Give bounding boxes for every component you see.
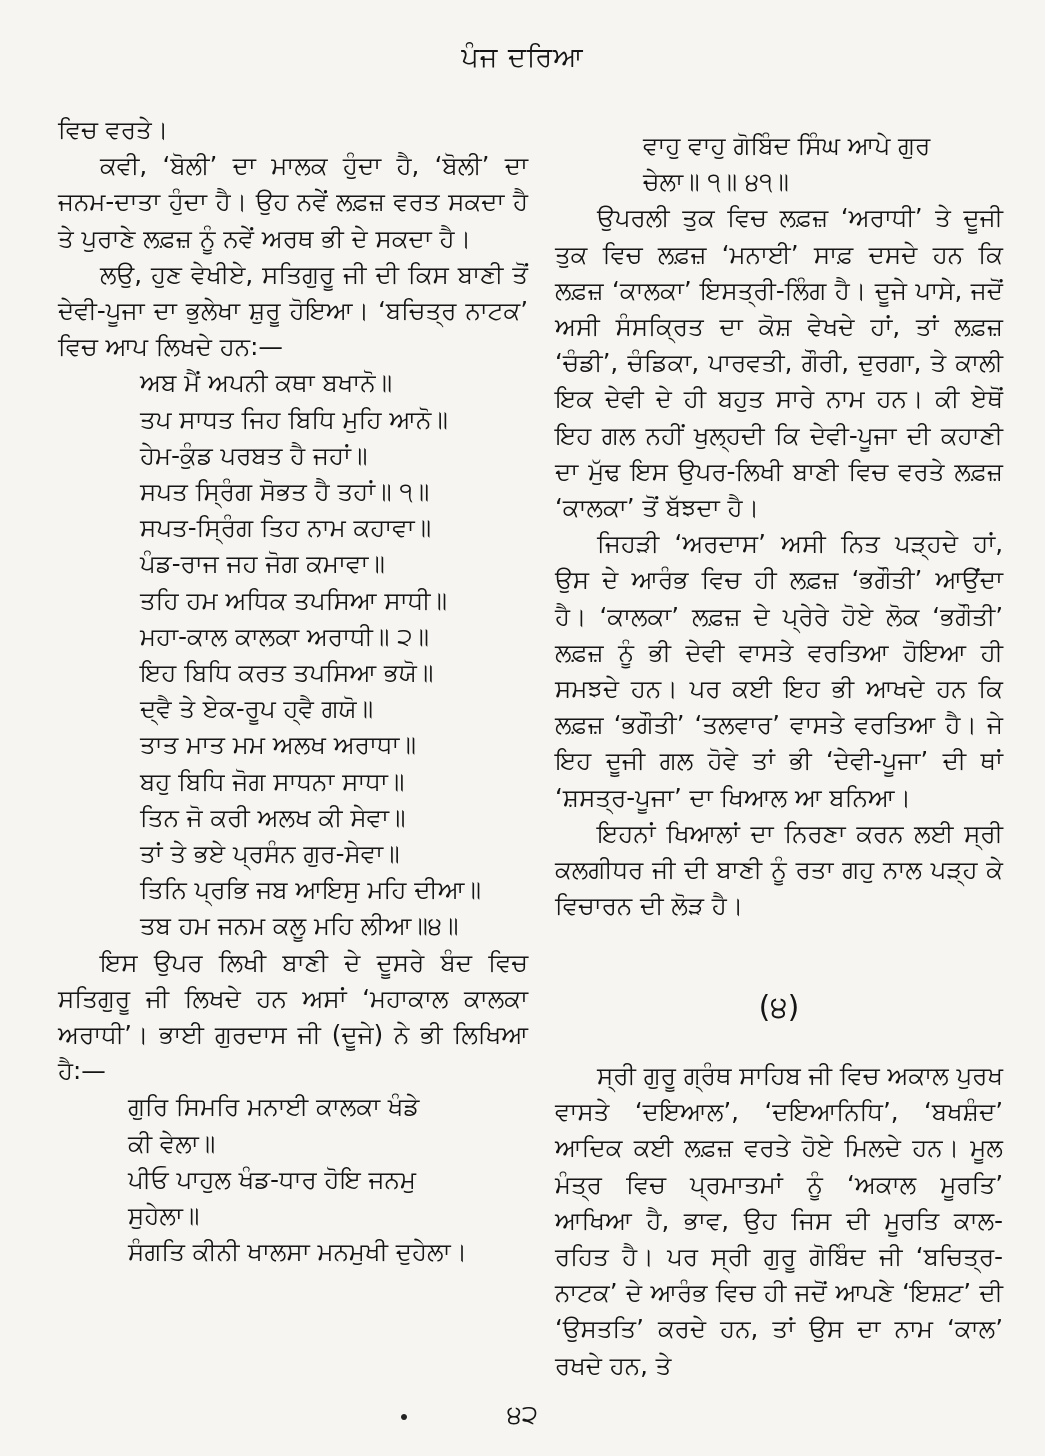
verse-line: ਵਾਹੁ ਵਾਹੁ ਗੋਬਿੰਦ ਸਿੰਘ ਆਪੇ ਗੁਰ [643, 131, 931, 160]
verse-line: ਤਿਨ ਜੋ ਕਰੀ ਅਲਖ ਕੀ ਸੇਵਾ॥ [140, 802, 406, 832]
verse-line: ਬਹੁ ਬਿਧਿ ਜੋਗ ਸਾਧਨਾ ਸਾਧਾ॥ [140, 766, 405, 796]
verse-line: ਚੇਲਾ॥ ੧॥ ੪੧॥ [643, 167, 789, 197]
verse-line: ਤਿਨਿ ਪ੍ਰਭਿ ਜਬ ਆਇਸੁ ਮਹਿ ਦੀਆ॥ [140, 875, 481, 905]
verse-line: ਤਬ ਹਮ ਜਨਮ ਕਲੂ ਮਹਿ ਲੀਆ॥੪॥ [140, 911, 459, 941]
paragraph: ਇਹਨਾਂ ਖਿਆਲਾਂ ਦਾ ਨਿਰਣਾ ਕਰਨ ਲਈ ਸ੍ਰੀ ਕਲਗੀਧਰ ਜੀ ਦੀ ਬਾਣੀ ਨੂੰ ਰਤਾ ਗਹੁ ਨਾਲ ਪੜ੍ਹ ਕੇ ਵਿਚਾਰਨ ਦੀ ਲੋੜ ਹੈ। [555, 818, 1003, 921]
running-header: ਪੰਜ ਦਰਿਆ [461, 42, 584, 73]
verse-line: ਗੁਰਿ ਸਿਮਰਿ ਮਨਾਈ ਕਾਲਕਾ ਖੰਡੇ [128, 1092, 420, 1122]
verse-line: ਮਹਾ-ਕਾਲ ਕਾਲਕਾ ਅਰਾਧੀ॥ ੨॥ [140, 621, 429, 651]
verse-block [58, 365, 528, 944]
left-column [58, 112, 528, 1271]
right-column-bottom [555, 1058, 1003, 1384]
verse-line: ਸਪਤ-ਸ੍ਰਿੰਗ ਤਿਹ ਨਾਮ ਕਹਾਵਾ॥ [140, 513, 432, 543]
verse-line: ਸੁਹੇਲਾ॥ [128, 1201, 200, 1231]
paragraph: ਲਉ, ਹੁਣ ਵੇਖੀਏ, ਸਤਿਗੁਰੂ ਜੀ ਦੀ ਕਿਸ ਬਾਣੀ ਤੋਂ ਦੇਵੀ-ਪੂਜਾ ਦਾ ਭੁਲੇਖਾ ਸ਼ੁਰੂ ਹੋਇਆ। ‘ਬਚਿਤ੍ਰ ਨਾਟਕ’ ਵਿਚ ਆਪ ਲਿਖਦੇ ਹਨ:— [58, 259, 528, 362]
verse-line: ਹੇਮ-ਕੁੰਡ ਪਰਬਤ ਹੈ ਜਹਾਂ॥ [140, 440, 368, 470]
paragraph: ਸ੍ਰੀ ਗੁਰੂ ਗ੍ਰੰਥ ਸਾਹਿਬ ਜੀ ਵਿਚ ਅਕਾਲ ਪੁਰਖ ਵਾਸਤੇ ‘ਦਇਆਲ’, ‘ਦਇਆਨਿਧਿ’, ‘ਬਖਸ਼ੰਦ’ ਆਦਿਕ ਕਈ ਲਫ਼ਜ਼ ਵਰਤੇ ਹੋਏ ਮਿਲਦੇ ਹਨ। ਮੂਲ ਮੰਤ੍ਰ ਵਿਚ ਪ੍ਰਮਾਤਮਾਂ ਨੂੰ ‘ਅਕਾਲ ਮੂਰਤਿ’ ਆਖਿਆ ਹੈ, ਭਾਵ, ਉਹ ਜਿਸ ਦੀ ਮੂਰਤਿ ਕਾਲ-ਰਹਿਤ ਹੈ। ਪਰ ਸ੍ਰੀ ਗੁਰੂ ਗੋਬਿੰਦ ਜੀ ‘ਬਚਿਤ੍ਰ-ਨਾਟਕ’ ਦੇ ਆਰੰਭ ਵਿਚ ਹੀ ਜਦੋਂ ਆਪਣੇ ‘ਇਸ਼ਟ’ ਦੀ ‘ਉਸਤਤਿ’ ਕਰਦੇ ਹਨ, ਤਾਂ ਉਸ ਦਾ ਨਾਮ ‘ਕਾਲ’ ਰਖਦੇ ਹਨ, ਤੇ [555, 1061, 1003, 1380]
verse-line: ਸਪਤ ਸ੍ਰਿੰਗ ਸੋਭਤ ਹੈ ਤਹਾਂ॥ ੧॥ [140, 477, 430, 507]
right-column-top [555, 128, 1003, 924]
verse-line: ਤਾਤ ਮਾਤ ਮਮ ਅਲਖ ਅਰਾਧਾ॥ [140, 730, 416, 760]
paragraph: ਇਸ ਉਪਰ ਲਿਖੀ ਬਾਣੀ ਦੇ ਦੂਸਰੇ ਬੰਦ ਵਿਚ ਸਤਿਗੁਰੂ ਜੀ ਲਿਖਦੇ ਹਨ ਅਸਾਂ ‘ਮਹਾਕਾਲ ਕਾਲਕਾ ਅਰਾਧੀ’। ਭਾਈ ਗੁਰਦਾਸ ਜੀ (ਦੂਜੇ) ਨੇ ਭੀ ਲਿਖਿਆ ਹੈ:— [58, 947, 528, 1086]
verse-line: ਕੀ ਵੇਲਾ॥ [128, 1128, 216, 1158]
verse-line: ਦ੍ਵੈ ਤੇ ਏਕ-ਰੂਪ ਹ੍ਵੈ ਗਯੋ॥ [140, 694, 374, 724]
paragraph: ਉਪਰਲੀ ਤੁਕ ਵਿਚ ਲਫ਼ਜ਼ ‘ਅਰਾਧੀ’ ਤੇ ਦੂਜੀ ਤੁਕ ਵਿਚ ਲਫ਼ਜ਼ ‘ਮਨਾਈ’ ਸਾਫ਼ ਦਸਦੇ ਹਨ ਕਿ ਲਫ਼ਜ਼ ‘ਕਾਲਕਾ’ ਇਸਤ੍ਰੀ-ਲਿੰਗ ਹੈ। ਦੂਜੇ ਪਾਸੇ, ਜਦੋਂ ਅਸੀ ਸੰਸਕ੍ਰਿਤ ਦਾ ਕੋਸ਼ ਵੇਖਦੇ ਹਾਂ, ਤਾਂ ਲਫ਼ਜ਼ ‘ਚੰਡੀ’, ਚੰਡਿਕਾ, ਪਾਰਵਤੀ, ਗੌਰੀ, ਦੁਰਗਾ, ਤੇ ਕਾਲੀ ਇਕ ਦੇਵੀ ਦੇ ਹੀ ਬਹੁਤ ਸਾਰੇ ਨਾਮ ਹਨ। ਕੀ ਏਥੋਂ ਇਹ ਗਲ ਨਹੀਂ ਖੁਲ੍ਹਦੀ ਕਿ ਦੇਵੀ-ਪੂਜਾ ਦੀ ਕਹਾਣੀ ਦਾ ਮੁੱਢ ਇਸ ਉਪਰ-ਲਿਖੀ ਬਾਣੀ ਵਿਚ ਵਰਤੇ ਲਫ਼ਜ਼ ‘ਕਾਲਕਾ’ ਤੋਂ ਬੱਝਦਾ ਹੈ। [555, 203, 1003, 523]
paragraph: ਕਵੀ, ‘ਬੋਲੀ’ ਦਾ ਮਾਲਕ ਹੁੰਦਾ ਹੈ, ‘ਬੋਲੀ’ ਦਾ ਜਨਮ-ਦਾਤਾ ਹੁੰਦਾ ਹੈ। ਉਹ ਨਵੇਂ ਲਫ਼ਜ਼ ਵਰਤ ਸਕਦਾ ਹੈ ਤੇ ਪੁਰਾਣੇ ਲਫ਼ਜ਼ ਨੂੰ ਨਵੇਂ ਅਰਥ ਭੀ ਦੇ ਸਕਦਾ ਹੈ। [58, 151, 528, 253]
verse-block [555, 128, 1003, 200]
section-number: (੪) [758, 990, 800, 1025]
verse-line: ਇਹ ਬਿਧਿ ਕਰਤ ਤਪਸਿਆ ਭਯੋ॥ [140, 658, 434, 688]
verse-line: ਸੰਗਤਿ ਕੀਨੀ ਖਾਲਸਾ ਮਨਮੁਖੀ ਦੁਹੇਲਾ। [128, 1237, 468, 1267]
verse-line: ਅਬ ਮੈਂ ਅਪਨੀ ਕਥਾ ਬਖਾਨੋ॥ [140, 368, 393, 398]
paragraph: ਜਿਹੜੀ ‘ਅਰਦਾਸ’ ਅਸੀ ਨਿਤ ਪੜ੍ਹਦੇ ਹਾਂ, ਉਸ ਦੇ ਆਰੰਭ ਵਿਚ ਹੀ ਲਫ਼ਜ਼ ‘ਭਗੌਤੀ’ ਆਉਂਦਾ ਹੈ। ‘ਕਾਲਕਾ’ ਲਫ਼ਜ਼ ਦੇ ਪ੍ਰੇਰੇ ਹੋਏ ਲੋਕ ‘ਭਗੌਤੀ’ ਲਫ਼ਜ਼ ਨੂੰ ਭੀ ਦੇਵੀ ਵਾਸਤੇ ਵਰਤਿਆ ਹੋਇਆ ਹੀ ਸਮਝਦੇ ਹਨ। ਪਰ ਕਈ ਇਹ ਭੀ ਆਖਦੇ ਹਨ ਕਿ ਲਫ਼ਜ਼ ‘ਭਗੌਤੀ’ ‘ਤਲਵਾਰ’ ਵਾਸਤੇ ਵਰਤਿਆ ਹੈ। ਜੇ ਇਹ ਦੂਜੀ ਗਲ ਹੋਵੇ ਤਾਂ ਭੀ ‘ਦੇਵੀ-ਪੂਜਾ’ ਦੀ ਥਾਂ ‘ਸ਼ਸਤ੍ਰ-ਪੂਜਾ’ ਦਾ ਖਿਆਲ ਆ ਬਨਿਆ। [555, 529, 1003, 812]
verse-line: ਪੰਡ-ਰਾਜ ਜਹ ਜੋਗ ਕਮਾਵਾ॥ [140, 549, 385, 579]
opening-line: ਵਿਚ ਵਰਤੇ। [58, 115, 169, 144]
verse-block [58, 1089, 528, 1270]
verse-line: ਤਹਿ ਹਮ ਅਧਿਕ ਤਪਸਿਆ ਸਾਧੀ॥ [140, 585, 448, 615]
verse-line: ਪੀਓ ਪਾਹੁਲ ਖੰਡ-ਧਾਰ ਹੋਇ ਜਨਮੁ [128, 1164, 416, 1194]
verse-line: ਤਾਂ ਤੇ ਭਏ ਪ੍ਰਸੰਨ ਗੁਰ-ਸੇਵਾ॥ [140, 839, 400, 869]
verse-line: ਤਪ ਸਾਧਤ ਜਿਹ ਬਿਧਿ ਮੁਹਿ ਆਨੋ॥ [140, 404, 448, 434]
page-number: ੪੨ [506, 1400, 539, 1430]
